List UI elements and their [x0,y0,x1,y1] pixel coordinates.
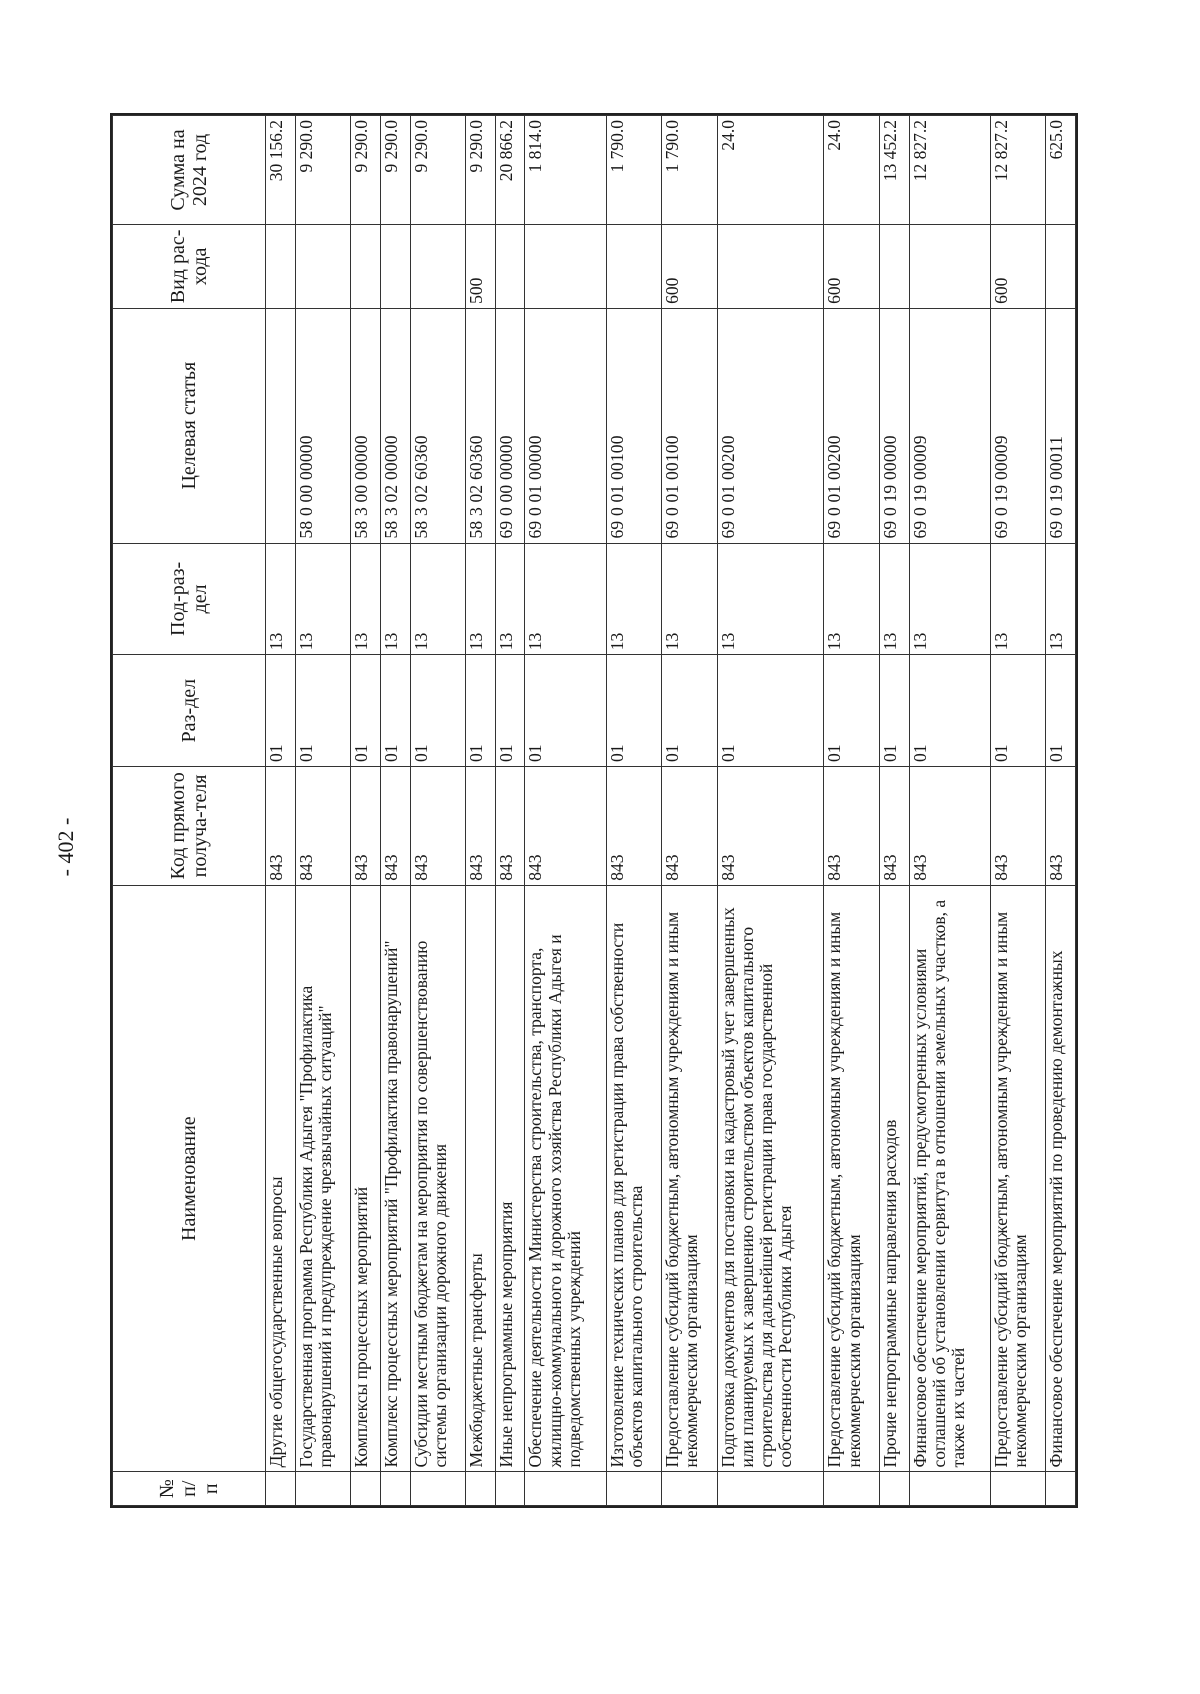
cell-sum: 24.0 [717,116,824,225]
cell-sum: 12 827.2 [990,116,1045,225]
cell-celevaya: 69 0 01 00200 [824,308,879,543]
cell-code: 843 [525,767,606,886]
cell-sum: 13 452.2 [879,116,909,225]
cell-sum: 1 790.0 [606,116,661,225]
cell-num [525,1472,606,1506]
header-num: № п/п [113,1472,266,1506]
cell-sum: 30 156.2 [266,116,296,225]
cell-vid [909,225,990,309]
cell-podrazdel: 13 [717,543,824,655]
cell-razdel: 01 [495,655,525,767]
cell-podrazdel: 13 [410,543,465,655]
cell-name: Финансовое обеспечение мероприятий, предусмотренных условиями соглашений об установлении сервитута в отношении земельных участков, а также их частей [909,885,990,1472]
cell-code: 843 [466,767,496,886]
cell-razdel: 01 [606,655,661,767]
cell-code: 843 [909,767,990,886]
cell-name: Обеспечение деятельности Министерства строительства, транспорта, жилищно-коммунального и дорожного хозяйства Республики Адыгея и подведомственных учреждений [525,885,606,1472]
page-number: - 402 - [53,817,78,877]
cell-podrazdel: 13 [351,543,381,655]
cell-vid [295,225,350,309]
cell-podrazdel: 13 [879,543,909,655]
cell-num [295,1472,350,1506]
cell-sum: 12 827.2 [909,116,990,225]
cell-num [662,1472,717,1506]
cell-razdel: 01 [466,655,496,767]
cell-podrazdel: 13 [525,543,606,655]
cell-razdel: 01 [525,655,606,767]
cell-vid [351,225,381,309]
cell-vid: 600 [990,225,1045,309]
cell-razdel: 01 [909,655,990,767]
cell-celevaya: 69 0 19 00011 [1046,308,1076,543]
header-sum: Сумма на 2024 год [113,116,266,225]
header-celevaya: Целевая статья [113,308,266,543]
header-row [113,116,266,1506]
cell-razdel: 01 [879,655,909,767]
cell-razdel: 01 [717,655,824,767]
cell-name: Комплекс процессных мероприятий "Профилактика правонарушений" [380,885,410,1472]
cell-num [380,1472,410,1506]
cell-sum: 9 290.0 [466,116,496,225]
table-row [525,116,606,1506]
cell-name: Предоставление субсидий бюджетным, автономным учреждениям и иным некоммерческим организациям [990,885,1045,1472]
cell-code: 843 [266,767,296,886]
table-row [295,116,350,1506]
cell-vid [495,225,525,309]
table-row [717,116,824,1506]
cell-sum: 1 790.0 [662,116,717,225]
table-row [410,116,465,1506]
cell-num [606,1472,661,1506]
cell-sum: 625.0 [1046,116,1076,225]
cell-sum: 9 290.0 [351,116,381,225]
cell-podrazdel: 13 [466,543,496,655]
cell-podrazdel: 13 [662,543,717,655]
cell-razdel: 01 [410,655,465,767]
cell-podrazdel: 13 [990,543,1045,655]
cell-podrazdel: 13 [606,543,661,655]
cell-podrazdel: 13 [824,543,879,655]
cell-name: Субсидии местным бюджетам на мероприятия по совершенствованию системы организации дорожного движения [410,885,465,1472]
cell-num [990,1472,1045,1506]
cell-name: Предоставление субсидий бюджетным, автономным учреждениям и иным некоммерческим организациям [824,885,879,1472]
cell-podrazdel: 13 [909,543,990,655]
cell-vid [266,225,296,309]
cell-name: Другие общегосударственные вопросы [266,885,296,1472]
cell-celevaya: 69 0 00 00000 [495,308,525,543]
cell-celevaya: 58 0 00 00000 [295,308,350,543]
cell-razdel: 01 [351,655,381,767]
table-row [351,116,381,1506]
cell-name: Иные непрограммные мероприятия [495,885,525,1472]
cell-vid [879,225,909,309]
table-body [266,116,1076,1506]
cell-code: 843 [879,767,909,886]
table-row [824,116,879,1506]
cell-num [495,1472,525,1506]
cell-celevaya: 69 0 01 00200 [717,308,824,543]
cell-sum: 20 866.2 [495,116,525,225]
table-row [606,116,661,1506]
header-name: Наименование [113,885,266,1472]
cell-code: 843 [495,767,525,886]
table-row [1046,116,1076,1506]
cell-podrazdel: 13 [380,543,410,655]
cell-code: 843 [351,767,381,886]
budget-table-sheet [110,113,1078,1508]
cell-name: Финансовое обеспечение мероприятий по проведению демонтажных [1046,885,1076,1472]
cell-num [824,1472,879,1506]
cell-vid [380,225,410,309]
cell-razdel: 01 [380,655,410,767]
cell-name: Прочие непрограммные направления расходов [879,885,909,1472]
table-row [990,116,1045,1506]
cell-razdel: 01 [990,655,1045,767]
table-row [495,116,525,1506]
header-vid: Вид рас-хода [113,225,266,309]
cell-num [466,1472,496,1506]
cell-sum: 24.0 [824,116,879,225]
cell-razdel: 01 [266,655,296,767]
cell-razdel: 01 [295,655,350,767]
cell-razdel: 01 [1046,655,1076,767]
cell-code: 843 [606,767,661,886]
cell-code: 843 [717,767,824,886]
cell-code: 843 [824,767,879,886]
table-row [909,116,990,1506]
cell-code: 843 [410,767,465,886]
cell-name: Государственная программа Республики Адыгея "Профилактика правонарушений и предупреждение чрезвычайных ситуаций" [295,885,350,1472]
header-podrazdel: Под-раз-дел [113,543,266,655]
cell-code: 843 [380,767,410,886]
cell-celevaya: 69 0 01 00100 [606,308,661,543]
cell-num [266,1472,296,1506]
cell-celevaya: 58 3 02 00000 [380,308,410,543]
table-row [266,116,296,1506]
header-razdel: Раз-дел [113,655,266,767]
cell-vid: 500 [466,225,496,309]
cell-celevaya: 69 0 19 00009 [990,308,1045,543]
cell-vid [606,225,661,309]
table-row [662,116,717,1506]
cell-celevaya: 69 0 19 00000 [879,308,909,543]
cell-celevaya [266,308,296,543]
cell-celevaya: 69 0 19 00009 [909,308,990,543]
cell-num [1046,1472,1076,1506]
cell-vid [410,225,465,309]
cell-name: Предоставление субсидий бюджетным, автономным учреждениям и иным некоммерческим организациям [662,885,717,1472]
header-code: Код прямого получа-теля [113,767,266,886]
table-row [466,116,496,1506]
cell-podrazdel: 13 [295,543,350,655]
cell-code: 843 [1046,767,1076,886]
cell-celevaya: 58 3 02 60360 [466,308,496,543]
table-row [879,116,909,1506]
cell-vid: 600 [662,225,717,309]
cell-sum: 1 814.0 [525,116,606,225]
cell-celevaya: 69 0 01 00000 [525,308,606,543]
cell-name: Изготовление технических планов для регистрации права собственности объектов капитального строительства [606,885,661,1472]
cell-sum: 9 290.0 [295,116,350,225]
cell-razdel: 01 [662,655,717,767]
cell-celevaya: 69 0 01 00100 [662,308,717,543]
cell-name: Межбюджетные трансферты [466,885,496,1472]
cell-code: 843 [990,767,1045,886]
cell-sum: 9 290.0 [380,116,410,225]
table-header [113,116,266,1506]
cell-vid [1046,225,1076,309]
cell-num [717,1472,824,1506]
cell-code: 843 [662,767,717,886]
cell-vid [717,225,824,309]
table-row [380,116,410,1506]
cell-name: Комплексы процессных мероприятий [351,885,381,1472]
cell-podrazdel: 13 [266,543,296,655]
cell-podrazdel: 13 [495,543,525,655]
cell-celevaya: 58 3 00 00000 [351,308,381,543]
cell-vid [525,225,606,309]
cell-name: Подготовка документов для постановки на кадастровый учет завершенных или планируемых к завершению строительством объектов капитального строительства для дальнейшей регистрации права государственной собственности Республики Адыгея [717,885,824,1472]
cell-sum: 9 290.0 [410,116,465,225]
cell-num [879,1472,909,1506]
cell-num [410,1472,465,1506]
cell-num [909,1472,990,1506]
cell-celevaya: 58 3 02 60360 [410,308,465,543]
cell-podrazdel: 13 [1046,543,1076,655]
cell-razdel: 01 [824,655,879,767]
cell-vid: 600 [824,225,879,309]
budget-table [112,115,1076,1506]
cell-num [351,1472,381,1506]
cell-code: 843 [295,767,350,886]
